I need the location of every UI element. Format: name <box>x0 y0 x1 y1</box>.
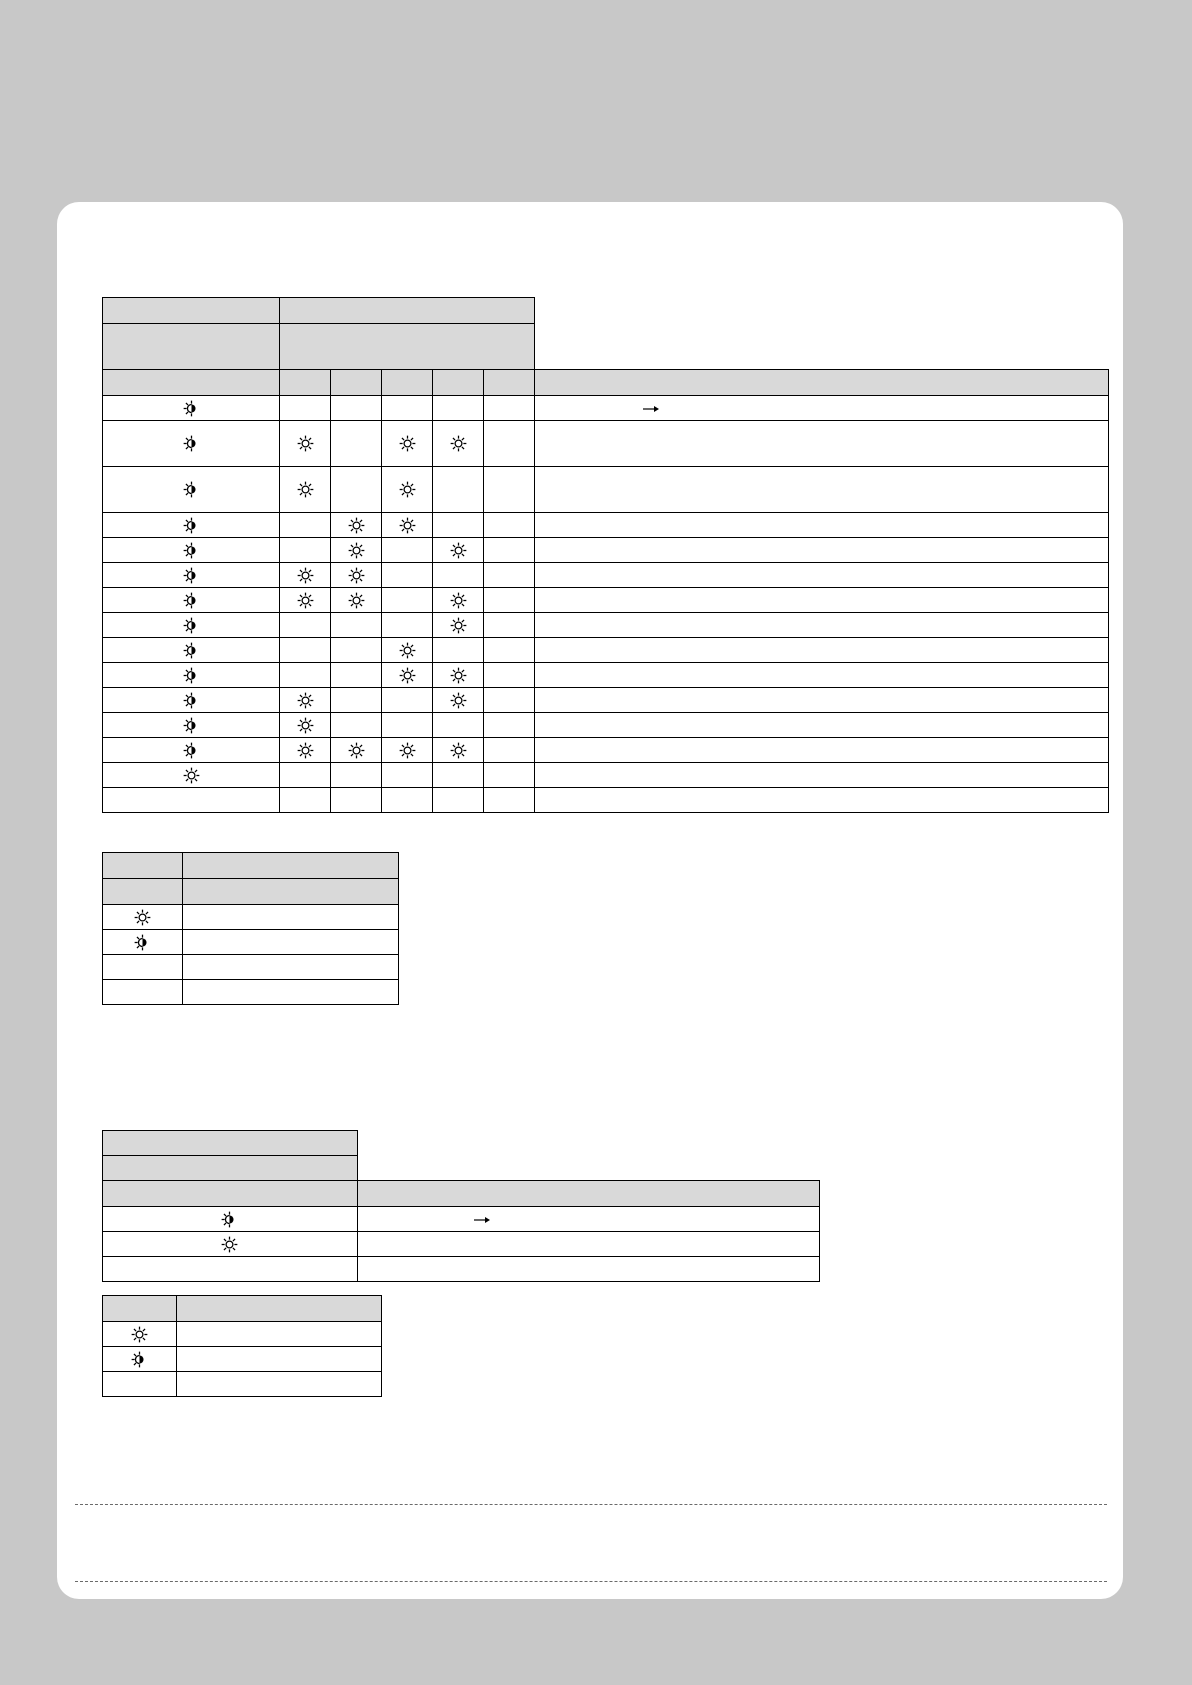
led-cell <box>331 688 382 713</box>
status-cell <box>103 1232 358 1257</box>
header-cell <box>280 324 535 370</box>
table-row <box>103 638 1109 663</box>
legend-symbol-cell <box>103 1322 177 1347</box>
legend-meaning-cell <box>177 1347 382 1372</box>
status-cell <box>103 713 280 738</box>
led-cell <box>382 421 433 467</box>
half-sun-icon <box>221 1211 238 1228</box>
status-cell <box>103 1257 358 1282</box>
legend-header-cell <box>177 1296 382 1322</box>
table-row <box>103 467 1109 513</box>
half-sun-icon <box>183 592 200 609</box>
legend-row <box>103 905 399 930</box>
led-cell <box>382 538 433 563</box>
status-cell <box>103 467 280 513</box>
led-cell <box>484 688 535 713</box>
sun-icon <box>399 517 416 534</box>
header-cell <box>103 370 280 396</box>
half-sun-icon <box>183 717 200 734</box>
description-cell <box>535 513 1109 538</box>
sun-icon <box>450 435 467 452</box>
legend-meaning-cell <box>177 1322 382 1347</box>
legend-header-row <box>103 1296 382 1322</box>
led-cell <box>484 467 535 513</box>
header-cell <box>103 1156 358 1181</box>
status-cell <box>103 563 280 588</box>
led-cell <box>331 613 382 638</box>
led-cell <box>433 467 484 513</box>
sun-icon <box>399 642 416 659</box>
led-cell <box>433 663 484 688</box>
header-cell <box>103 1181 358 1207</box>
led-cell <box>280 613 331 638</box>
sun-icon <box>221 1236 238 1253</box>
sun-icon <box>399 667 416 684</box>
table-row <box>103 663 1109 688</box>
led-cell <box>484 788 535 813</box>
led-cell <box>433 713 484 738</box>
led-cell <box>484 763 535 788</box>
led-cell <box>382 513 433 538</box>
half-sun-icon <box>183 667 200 684</box>
half-sun-icon <box>183 481 200 498</box>
led-cell <box>433 563 484 588</box>
sun-icon <box>450 742 467 759</box>
legend-row <box>103 955 399 980</box>
description-cell <box>535 638 1109 663</box>
half-sun-icon <box>183 517 200 534</box>
sun-icon <box>297 481 314 498</box>
legend-header-row <box>103 879 399 905</box>
sun-icon <box>399 742 416 759</box>
led-cell <box>331 588 382 613</box>
led-cell <box>280 538 331 563</box>
header-spacer <box>535 324 1109 370</box>
led-legend-table-2 <box>102 1295 382 1397</box>
sun-icon <box>297 692 314 709</box>
led-cell <box>382 467 433 513</box>
led-cell <box>484 421 535 467</box>
led-cell <box>331 563 382 588</box>
led-cell <box>331 663 382 688</box>
led-cell <box>484 638 535 663</box>
sun-icon <box>348 567 365 584</box>
header-cell <box>280 370 331 396</box>
legend-header-cell <box>103 853 183 879</box>
sun-icon <box>183 767 200 784</box>
sun-icon <box>450 542 467 559</box>
led-status-table-2 <box>102 1130 820 1282</box>
status-cell <box>103 1207 358 1232</box>
half-sun-icon <box>183 567 200 584</box>
led-cell <box>433 396 484 421</box>
legend-meaning-cell <box>177 1372 382 1397</box>
description-cell <box>358 1232 820 1257</box>
led-cell <box>280 763 331 788</box>
led-cell <box>280 513 331 538</box>
status-cell <box>103 663 280 688</box>
led-cell <box>382 638 433 663</box>
legend-meaning-cell <box>183 930 399 955</box>
half-sun-icon <box>183 742 200 759</box>
table-header-row <box>103 370 1109 396</box>
half-sun-icon <box>183 435 200 452</box>
right-arrow-icon <box>474 1216 490 1224</box>
table-row <box>103 688 1109 713</box>
status-cell <box>103 396 280 421</box>
led-cell <box>484 538 535 563</box>
sun-icon <box>297 742 314 759</box>
sun-icon <box>399 435 416 452</box>
half-sun-icon <box>134 934 151 951</box>
half-sun-icon <box>131 1351 148 1368</box>
led-cell <box>382 688 433 713</box>
led-cell <box>484 663 535 688</box>
led-cell <box>433 538 484 563</box>
table-row <box>103 1207 820 1232</box>
led-legend-table <box>102 852 399 1005</box>
legend-header-cell <box>183 853 399 879</box>
led-cell <box>433 588 484 613</box>
sun-icon <box>134 909 151 926</box>
header-cell <box>382 370 433 396</box>
led-cell <box>331 788 382 813</box>
legend-symbol-cell <box>103 930 183 955</box>
header-cell <box>331 370 382 396</box>
status-cell <box>103 513 280 538</box>
description-cell <box>535 738 1109 763</box>
status-cell <box>103 788 280 813</box>
led-cell <box>280 588 331 613</box>
led-cell <box>280 563 331 588</box>
led-cell <box>331 513 382 538</box>
table-row <box>103 1257 820 1282</box>
sun-icon <box>297 435 314 452</box>
table-header-row <box>103 298 1109 324</box>
led-cell <box>433 421 484 467</box>
sun-icon <box>450 592 467 609</box>
led-cell <box>382 713 433 738</box>
table-row <box>103 613 1109 638</box>
led-cell <box>331 538 382 563</box>
sun-icon <box>348 517 365 534</box>
table-header-row <box>103 1181 820 1207</box>
sun-icon <box>348 542 365 559</box>
header-cell <box>103 1131 358 1156</box>
legend-header-cell <box>103 1296 177 1322</box>
led-cell <box>331 738 382 763</box>
led-cell <box>280 638 331 663</box>
led-cell <box>382 738 433 763</box>
header-spacer <box>358 1131 820 1156</box>
description-cell <box>535 613 1109 638</box>
table-row <box>103 563 1109 588</box>
half-sun-icon <box>183 400 200 417</box>
table-row <box>103 738 1109 763</box>
legend-symbol-cell <box>103 905 183 930</box>
description-cell <box>535 538 1109 563</box>
sun-icon <box>297 567 314 584</box>
description-cell <box>358 1257 820 1282</box>
half-sun-icon <box>183 642 200 659</box>
table-row <box>103 763 1109 788</box>
description-cell <box>535 663 1109 688</box>
led-cell <box>484 563 535 588</box>
status-cell <box>103 738 280 763</box>
header-cell <box>484 370 535 396</box>
half-sun-icon <box>183 692 200 709</box>
table-row <box>103 396 1109 421</box>
sun-icon <box>297 592 314 609</box>
dashed-divider <box>75 1581 1107 1582</box>
led-cell <box>331 396 382 421</box>
sun-icon <box>450 692 467 709</box>
table-row <box>103 588 1109 613</box>
dashed-divider <box>75 1504 1107 1505</box>
led-cell <box>484 713 535 738</box>
led-cell <box>484 513 535 538</box>
table-row <box>103 421 1109 467</box>
led-cell <box>382 663 433 688</box>
table-header-row <box>103 1131 820 1156</box>
led-cell <box>331 638 382 663</box>
led-cell <box>433 738 484 763</box>
sun-icon <box>399 481 416 498</box>
status-cell <box>103 538 280 563</box>
led-cell <box>433 613 484 638</box>
half-sun-icon <box>183 617 200 634</box>
led-cell <box>382 613 433 638</box>
header-cell <box>358 1181 820 1207</box>
led-cell <box>484 738 535 763</box>
status-cell <box>103 638 280 663</box>
description-cell <box>535 713 1109 738</box>
led-cell <box>433 638 484 663</box>
led-cell <box>280 788 331 813</box>
legend-header-cell <box>103 879 183 905</box>
table-row <box>103 513 1109 538</box>
led-cell <box>484 613 535 638</box>
legend-meaning-cell <box>183 955 399 980</box>
legend-row <box>103 980 399 1005</box>
led-cell <box>433 788 484 813</box>
table-row <box>103 538 1109 563</box>
right-arrow-icon <box>643 405 659 413</box>
table-row <box>103 788 1109 813</box>
header-cell <box>433 370 484 396</box>
led-cell <box>280 467 331 513</box>
led-cell <box>280 663 331 688</box>
status-cell <box>103 688 280 713</box>
legend-row <box>103 930 399 955</box>
led-cell <box>433 513 484 538</box>
legend-header-cell <box>183 879 399 905</box>
led-cell <box>331 763 382 788</box>
legend-row <box>103 1322 382 1347</box>
led-cell <box>484 588 535 613</box>
description-cell <box>535 421 1109 467</box>
description-cell <box>358 1207 820 1232</box>
table-row <box>103 1232 820 1257</box>
led-cell <box>382 763 433 788</box>
sun-icon <box>348 742 365 759</box>
status-cell <box>103 613 280 638</box>
led-cell <box>280 421 331 467</box>
half-sun-icon <box>183 542 200 559</box>
legend-symbol-cell <box>103 980 183 1005</box>
led-cell <box>484 396 535 421</box>
table-header-row <box>103 1156 820 1181</box>
sun-icon <box>297 717 314 734</box>
led-cell <box>280 396 331 421</box>
table-row <box>103 713 1109 738</box>
header-cell <box>280 298 535 324</box>
status-cell <box>103 588 280 613</box>
description-cell <box>535 396 1109 421</box>
led-cell <box>331 467 382 513</box>
status-cell <box>103 763 280 788</box>
description-cell <box>535 763 1109 788</box>
description-cell <box>535 788 1109 813</box>
legend-meaning-cell <box>183 980 399 1005</box>
sun-icon <box>450 617 467 634</box>
led-cell <box>382 588 433 613</box>
led-cell <box>433 688 484 713</box>
description-cell <box>535 588 1109 613</box>
status-cell <box>103 421 280 467</box>
led-cell <box>331 713 382 738</box>
led-cell <box>280 738 331 763</box>
led-cell <box>331 421 382 467</box>
header-cell <box>535 370 1109 396</box>
led-cell <box>280 688 331 713</box>
led-status-table <box>102 297 1109 813</box>
legend-symbol-cell <box>103 1372 177 1397</box>
led-cell <box>382 563 433 588</box>
table-header-row <box>103 324 1109 370</box>
description-cell <box>535 467 1109 513</box>
description-cell <box>535 688 1109 713</box>
sun-icon <box>450 667 467 684</box>
led-cell <box>382 788 433 813</box>
led-cell <box>382 396 433 421</box>
legend-meaning-cell <box>183 905 399 930</box>
legend-header-row <box>103 853 399 879</box>
header-spacer <box>535 298 1109 324</box>
header-cell <box>103 298 280 324</box>
header-spacer <box>358 1156 820 1181</box>
sun-icon <box>348 592 365 609</box>
led-cell <box>280 713 331 738</box>
description-cell <box>535 563 1109 588</box>
legend-symbol-cell <box>103 1347 177 1372</box>
legend-row <box>103 1372 382 1397</box>
led-cell <box>433 763 484 788</box>
legend-row <box>103 1347 382 1372</box>
header-cell <box>103 324 280 370</box>
legend-symbol-cell <box>103 955 183 980</box>
sun-icon <box>131 1326 148 1343</box>
